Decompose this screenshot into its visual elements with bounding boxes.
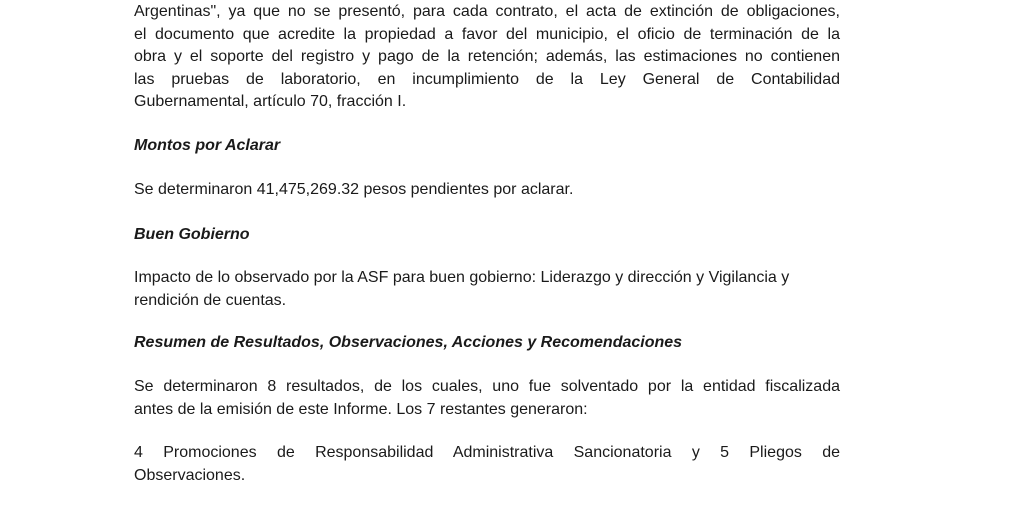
paragraph-line: Impacto de lo observado por la ASF para buen gobierno: Liderazgo y dirección y Vigilancia y (134, 269, 790, 286)
paragraph-line: Se determinaron 8 resultados, de los cuales, uno fue solventado por la entidad fiscalizada (134, 378, 840, 395)
heading-montos-por-aclarar: Montos por Aclarar (134, 137, 281, 154)
paragraph-line: 4 Promociones de Responsabilidad Administrativa Sancionatoria y 5 Pliegos de (134, 444, 840, 461)
paragraph-line: rendición de cuentas. (134, 291, 287, 309)
montos-text (134, 179, 840, 202)
paragraph-line: el documento que acredite la propiedad a favor del municipio, el oficio de terminación de la (134, 25, 840, 43)
paragraph-line: Observaciones. (134, 466, 246, 484)
paragraph-line: Gubernamental, artículo 70, fracción I. (134, 93, 407, 110)
resumen-paragraph-2 (134, 442, 840, 487)
resumen-paragraph-1 (134, 376, 840, 421)
paragraph-line: las pruebas de laboratorio, en incumplimiento de la Ley General de Contabilidad (134, 70, 840, 88)
heading-buen-gobierno: Buen Gobierno (134, 226, 250, 243)
heading-resumen: Resumen de Resultados, Observaciones, Acciones y Recomendaciones (134, 334, 683, 351)
paragraph-line: antes de la emisión de este Informe. Los 7 restantes generaron: (134, 400, 588, 418)
buen-gobierno-text (134, 267, 840, 312)
paragraph-line: Se determinaron 41,475,269.32 pesos pendientes por aclarar. (134, 181, 574, 198)
paragraph-line: obra y el soporte del registro y pago de la retención; además, las estimaciones no contienen (134, 48, 840, 65)
paragraph-line: Argentinas", ya que no se presentó, para cada contrato, el acta de extinción de obligaciones, (134, 3, 840, 20)
paragraph-continuation (134, 1, 840, 114)
